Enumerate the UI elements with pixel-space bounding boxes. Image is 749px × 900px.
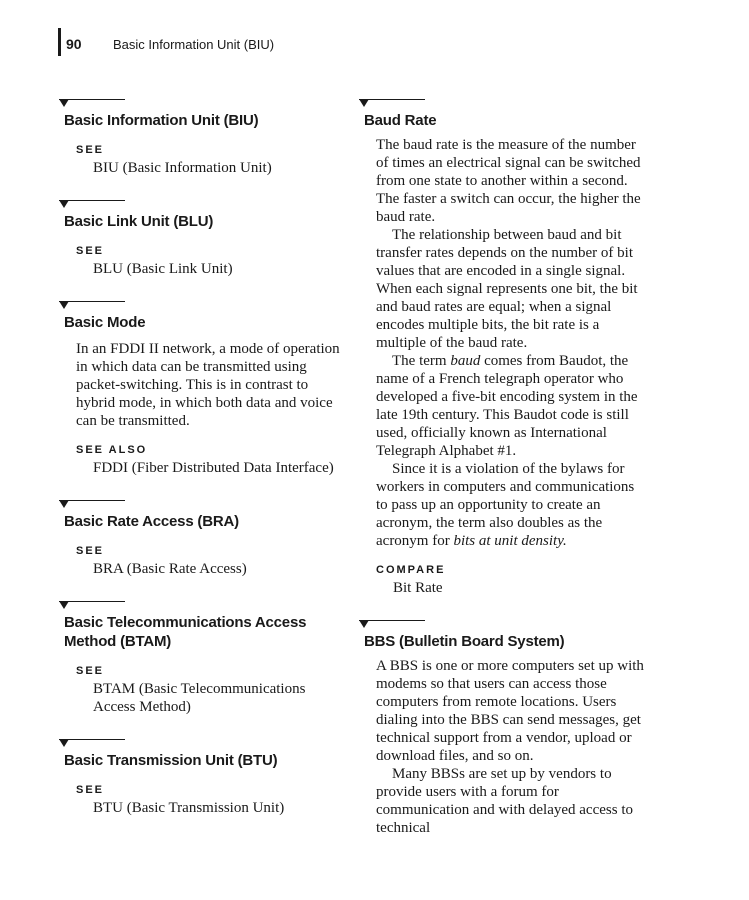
entry-marker	[58, 300, 348, 310]
triangle-marker-icon	[59, 601, 69, 609]
entry-marker	[58, 98, 348, 108]
entry-marker	[358, 619, 648, 629]
paragraph: Since it is a violation of the bylaws for workers in computers and communications to pass up an opportunity to create an acronym, the term also doubles as the acronym for bits at unit density.	[376, 461, 635, 549]
cross-reference: Bit Rate	[393, 580, 443, 596]
entry-marker	[358, 98, 648, 108]
entry-term: Basic Mode	[64, 314, 146, 331]
triangle-marker-icon	[59, 301, 69, 309]
triangle-marker-icon	[359, 99, 369, 107]
cross-reference: BTAM (Basic Telecommunications Access Method)	[93, 681, 306, 715]
definition-text: In an FDDI II network, a mode of operation in which data can be transmitted using packet-switching. This is in contrast to hybrid mode, in which both data and voice can be transmitted.	[76, 341, 340, 429]
paragraph: Many BBSs are set up by vendors to provide users with a forum for communication and with delayed access to technical	[376, 766, 633, 836]
entry-definition	[376, 136, 646, 550]
header-rule	[58, 28, 61, 56]
entry-marker	[58, 199, 348, 209]
paragraph: A BBS is one or more computers set up with modems so that users can access those computers from remote locations. Users dialing into the BBS can send messages, get technical support from a vendor, upload or download files, and so on.	[376, 658, 644, 764]
paragraph: The relationship between baud and bit transfer rates depends on the number of bit values that are encoded in a single signal. When each signal represents one bit, the bit and baud rates are equal; when a signal encodes multiple bits, the bit rate is a multiple of the baud rate.	[376, 227, 638, 351]
entry-term: Basic Rate Access (BRA)	[64, 513, 239, 530]
entry-term: Basic Information Unit (BIU)	[64, 112, 259, 129]
triangle-marker-icon	[59, 200, 69, 208]
entry-bbs	[358, 619, 648, 837]
running-title: Basic Information Unit (BIU)	[113, 37, 275, 52]
paragraph: The baud rate is the measure of the number of times an electrical signal can be switched from one state to another within a second. The faster a switch can occur, the higher the baud rate.	[376, 137, 641, 225]
entry-btu	[58, 738, 348, 817]
entry-term: BBS (Bulletin Board System)	[364, 633, 565, 650]
see-label: SEE	[76, 784, 105, 796]
entry-marker	[58, 499, 348, 509]
emphasis-text: baud	[450, 353, 481, 369]
entry-definition	[76, 340, 346, 430]
entry-biu	[58, 98, 348, 177]
triangle-marker-icon	[59, 500, 69, 508]
see-label: SEE	[76, 144, 105, 156]
entry-marker	[58, 738, 348, 748]
cross-reference: BTU (Basic Transmission Unit)	[93, 800, 285, 816]
triangle-marker-icon	[359, 620, 369, 628]
entry-bra	[58, 499, 348, 578]
entry-blu	[58, 199, 348, 278]
entry-term: Baud Rate	[364, 112, 437, 129]
cross-reference: BRA (Basic Rate Access)	[93, 561, 247, 577]
see-also-label: SEE ALSO	[76, 444, 148, 456]
paragraph: The term baud comes from Baudot, the name of a French telegraph operator who developed a five-bit encoding system in the late 19th century. This Baudot code is still used, officially known as International Telegraph Alphabet #1.	[376, 353, 638, 459]
see-label: SEE	[76, 545, 105, 557]
entry-term: Basic Transmission Unit (BTU)	[64, 752, 278, 769]
triangle-marker-icon	[59, 739, 69, 747]
entry-basic-mode	[58, 300, 348, 477]
left-column	[58, 98, 348, 839]
compare-label: COMPARE	[376, 564, 446, 576]
emphasis-text: bits at unit density.	[453, 533, 567, 549]
see-label: SEE	[76, 665, 105, 677]
cross-reference: BIU (Basic Information Unit)	[93, 160, 272, 176]
cross-reference: BLU (Basic Link Unit)	[93, 261, 233, 277]
see-label: SEE	[76, 245, 105, 257]
entry-btam	[58, 600, 348, 716]
triangle-marker-icon	[59, 99, 69, 107]
entry-marker	[58, 600, 348, 610]
right-column	[358, 98, 648, 859]
entry-definition	[376, 657, 646, 837]
entry-term: Basic Link Unit (BLU)	[64, 213, 214, 230]
entry-baud-rate	[358, 98, 648, 597]
cross-reference: FDDI (Fiber Distributed Data Interface)	[93, 460, 334, 476]
entry-term: Basic Telecommunications Access Method (BTAM)	[64, 614, 307, 650]
page-number: 90	[66, 36, 82, 52]
